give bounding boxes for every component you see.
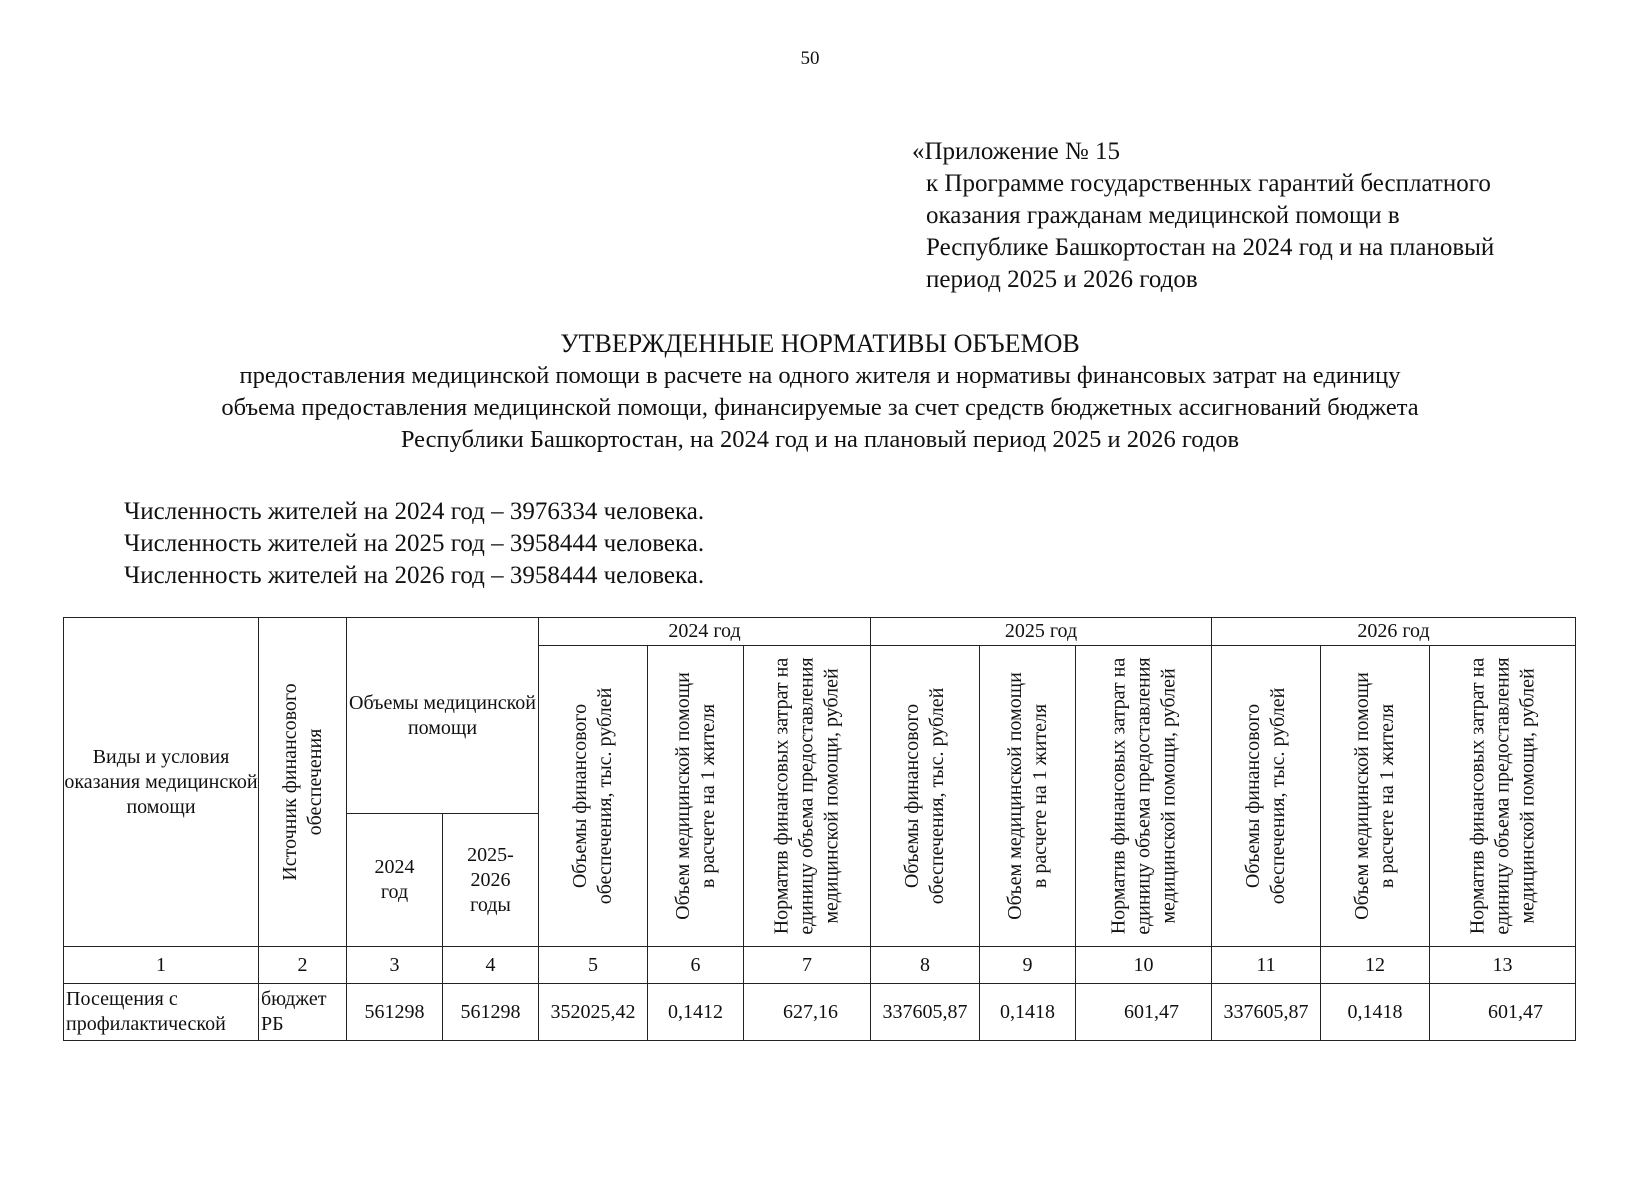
column-number-row bbox=[64, 947, 1576, 984]
document-subtitle-line: предоставления медицинской помощи в расчете на одного жителя и нормативы финансовых затрат на единицу bbox=[239, 362, 1401, 389]
page-number: 50 bbox=[800, 48, 820, 69]
cell-volume-2024: 561298 bbox=[347, 984, 443, 1041]
population-2025: Численность жителей на 2025 год – 3958444 человека. bbox=[124, 530, 705, 557]
appendix-line: период 2025 и 2026 годов bbox=[926, 266, 1198, 293]
population-counts bbox=[124, 496, 704, 592]
header-text: Норматив финансовых затрат на единицу объема предоставления медицинской помощи, рублей bbox=[1107, 657, 1179, 935]
appendix-line: «Приложение № 15 bbox=[912, 138, 1121, 165]
column-number: 5 bbox=[539, 947, 648, 984]
column-number: 10 bbox=[1076, 947, 1212, 984]
header-types-of-care: Виды и условия оказания медицинской помощи bbox=[64, 618, 259, 947]
column-number: 11 bbox=[1212, 947, 1321, 984]
header-text: Объем медицинской помощи в расчете на 1 жителя bbox=[671, 672, 719, 920]
appendix-line: оказания гражданам медицинской помощи в bbox=[926, 202, 1400, 229]
header-fin-volume-2026 bbox=[1212, 646, 1321, 947]
cell-line: бюджет bbox=[261, 988, 327, 1010]
cell-funding-source bbox=[259, 984, 347, 1041]
header-text: Норматив финансовых затрат на единицу объема предоставления медицинской помощи, рублей bbox=[1466, 657, 1538, 935]
header-per-resident-2026 bbox=[1321, 646, 1430, 947]
column-number: 9 bbox=[980, 947, 1076, 984]
header-year-2024: 2024 год bbox=[539, 618, 871, 646]
table-row bbox=[64, 984, 1576, 1041]
document-title-block bbox=[0, 328, 1635, 456]
header-text: Объемы финансового обеспечения, тыс. рублей bbox=[1242, 687, 1289, 905]
column-number: 4 bbox=[443, 947, 539, 984]
header-text: Объем медицинской помощи в расчете на 1 жителя bbox=[1351, 672, 1398, 920]
column-number: 3 bbox=[347, 947, 443, 984]
column-number: 12 bbox=[1321, 947, 1430, 984]
cell-line: Посещения с bbox=[66, 988, 178, 1010]
header-per-resident-2025 bbox=[980, 646, 1076, 947]
cell-per-resident-2025: 0,1418 bbox=[980, 984, 1076, 1041]
column-number: 6 bbox=[648, 947, 744, 984]
cell-line: РБ bbox=[261, 1013, 284, 1035]
column-number: 1 bbox=[64, 947, 259, 984]
column-number: 8 bbox=[871, 947, 980, 984]
column-number: 2 bbox=[259, 947, 347, 984]
cell-cost-norm-2025: 601,47 bbox=[1076, 984, 1212, 1041]
header-cost-norm-2026 bbox=[1430, 646, 1576, 947]
header-volume-2024: 2024 год bbox=[347, 814, 443, 947]
document-subtitle-line: Республики Башкортостан, на 2024 год и на плановый период 2025 и 2026 годов bbox=[400, 426, 1240, 453]
population-2026: Численность жителей на 2026 год – 3958444 человека. bbox=[124, 562, 705, 589]
cell-fin-volume-2025: 337605,87 bbox=[871, 984, 980, 1041]
document-title: УТВЕРЖДЕННЫЕ НОРМАТИВЫ ОБЪЕМОВ bbox=[560, 329, 1080, 358]
header-text: Объемы финансового обеспечения, тыс. рублей bbox=[569, 687, 616, 905]
header-cost-norm-2024 bbox=[744, 646, 871, 947]
appendix-line: Республике Башкортостан на 2024 год и на плановый bbox=[926, 234, 1495, 261]
cell-per-resident-2026: 0,1418 bbox=[1321, 984, 1430, 1041]
cell-line: профилактической bbox=[66, 1013, 226, 1035]
header-care-volumes: Объемы медицинской помощи bbox=[347, 618, 539, 814]
cell-fin-volume-2024: 352025,42 bbox=[539, 984, 648, 1041]
header-text: Объем медицинской помощи в расчете на 1 жителя bbox=[1003, 672, 1051, 920]
table-header-row bbox=[64, 618, 1576, 646]
header-text: Объемы финансового обеспечения, тыс. рублей bbox=[901, 687, 948, 905]
cell-per-resident-2024: 0,1412 bbox=[648, 984, 744, 1041]
header-funding-source-text: Источник финансового обеспечения bbox=[278, 683, 326, 881]
header-cost-norm-2025 bbox=[1076, 646, 1212, 947]
appendix-reference bbox=[912, 136, 1592, 296]
norms-table bbox=[63, 617, 1576, 1041]
header-funding-source bbox=[259, 618, 347, 947]
header-per-resident-2024 bbox=[648, 646, 744, 947]
appendix-line: к Программе государственных гарантий бесплатного bbox=[926, 170, 1491, 197]
cell-type-of-care bbox=[64, 984, 259, 1041]
header-fin-volume-2025 bbox=[871, 646, 980, 947]
column-number: 13 bbox=[1430, 947, 1576, 984]
cell-cost-norm-2024: 627,16 bbox=[744, 984, 871, 1041]
column-number: 7 bbox=[744, 947, 871, 984]
header-volume-2025-2026: 2025-2026 годы bbox=[443, 814, 539, 947]
population-2024: Численность жителей на 2024 год – 3976334 человека. bbox=[124, 498, 705, 525]
cell-volume-2025-2026: 561298 bbox=[443, 984, 539, 1041]
header-year-2026: 2026 год bbox=[1212, 618, 1576, 646]
cell-fin-volume-2026: 337605,87 bbox=[1212, 984, 1321, 1041]
header-fin-volume-2024 bbox=[539, 646, 648, 947]
cell-cost-norm-2026: 601,47 bbox=[1430, 984, 1576, 1041]
header-text: Норматив финансовых затрат на единицу объема предоставления медицинской помощи, рублей bbox=[770, 657, 843, 935]
document-subtitle-line: объема предоставления медицинской помощи, финансируемые за счет средств бюджетных ассигнований бюджета bbox=[221, 394, 1419, 421]
header-year-2025: 2025 год bbox=[871, 618, 1212, 646]
